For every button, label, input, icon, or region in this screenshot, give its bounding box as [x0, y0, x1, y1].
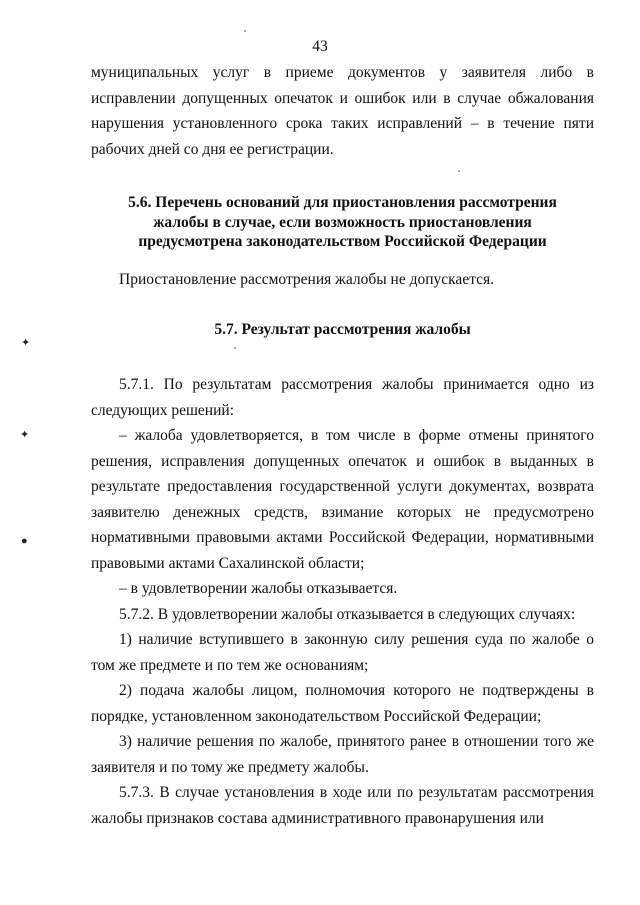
paragraph: 1) наличие вступившего в законную силу решения суда по жалобе о том же предмете и по тем же основаниям; — [91, 631, 594, 674]
heading-line: предусмотрена законодательством Российской Федерации — [138, 233, 547, 250]
section-5-7-body — [91, 372, 594, 831]
heading-line: жалобы в случае, если возможность приостановления — [153, 213, 532, 231]
paragraph: 5.7.1. По результатам рассмотрения жалобы принимается одно из следующих решений: — [91, 376, 594, 419]
section-5-6-heading — [91, 193, 594, 252]
scan-mark: ✦ — [20, 429, 30, 441]
paragraph: 5.7.3. В случае установления в ходе или по результатам рассмотрения жалобы признаков состава административного правонарушения или — [91, 784, 594, 827]
scan-speck — [458, 170, 460, 172]
top-paragraph — [91, 60, 594, 162]
section-5-6-body — [91, 267, 594, 293]
page-number: 43 — [312, 38, 328, 55]
paragraph: – в удовлетворении жалобы отказывается. — [119, 580, 398, 597]
paragraph: 3) наличие решения по жалобе, принятого ранее в отношении того же заявителя и по тому же предмету жалобы. — [91, 733, 594, 776]
paragraph: Приостановление рассмотрения жалобы не допускается. — [119, 271, 495, 288]
paragraph: 5.7.2. В удовлетворении жалобы отказывается в следующих случаях: — [119, 605, 576, 623]
paragraph: 2) подача жалобы лицом, полномочия которого не подтверждены в порядке, установленном законодательством Российской Федерации; — [91, 682, 594, 725]
scan-speck — [244, 30, 246, 32]
heading-line: 5.6. Перечень оснований для приостановления рассмотрения — [128, 194, 557, 211]
heading-line: 5.7. Результат рассмотрения жалобы — [214, 321, 471, 338]
section-5-7-heading — [91, 320, 594, 340]
scan-mark: ✦ — [21, 337, 31, 349]
paragraph: муниципальных услуг в приеме документов у заявителя либо в исправлении допущенных опечаток и ошибок или в случае обжалования нарушения установленного срока таких исправлений – в течение пяти рабочих дней со дня ее регистрации. — [91, 64, 594, 158]
scan-speck — [234, 347, 236, 349]
paragraph: – жалоба удовлетворяется, в том числе в форме отмены принятого решения, исправления допущенных опечаток и ошибок в выданных в результате предоставления государственной услуги документах, возврата заявителю денежных средств, взимание которых не предусмотрено нормативными правовыми актами Российской Федерации, нормативными правовыми актами Сахалинской области; — [91, 427, 594, 572]
scan-mark: ● — [21, 535, 28, 547]
